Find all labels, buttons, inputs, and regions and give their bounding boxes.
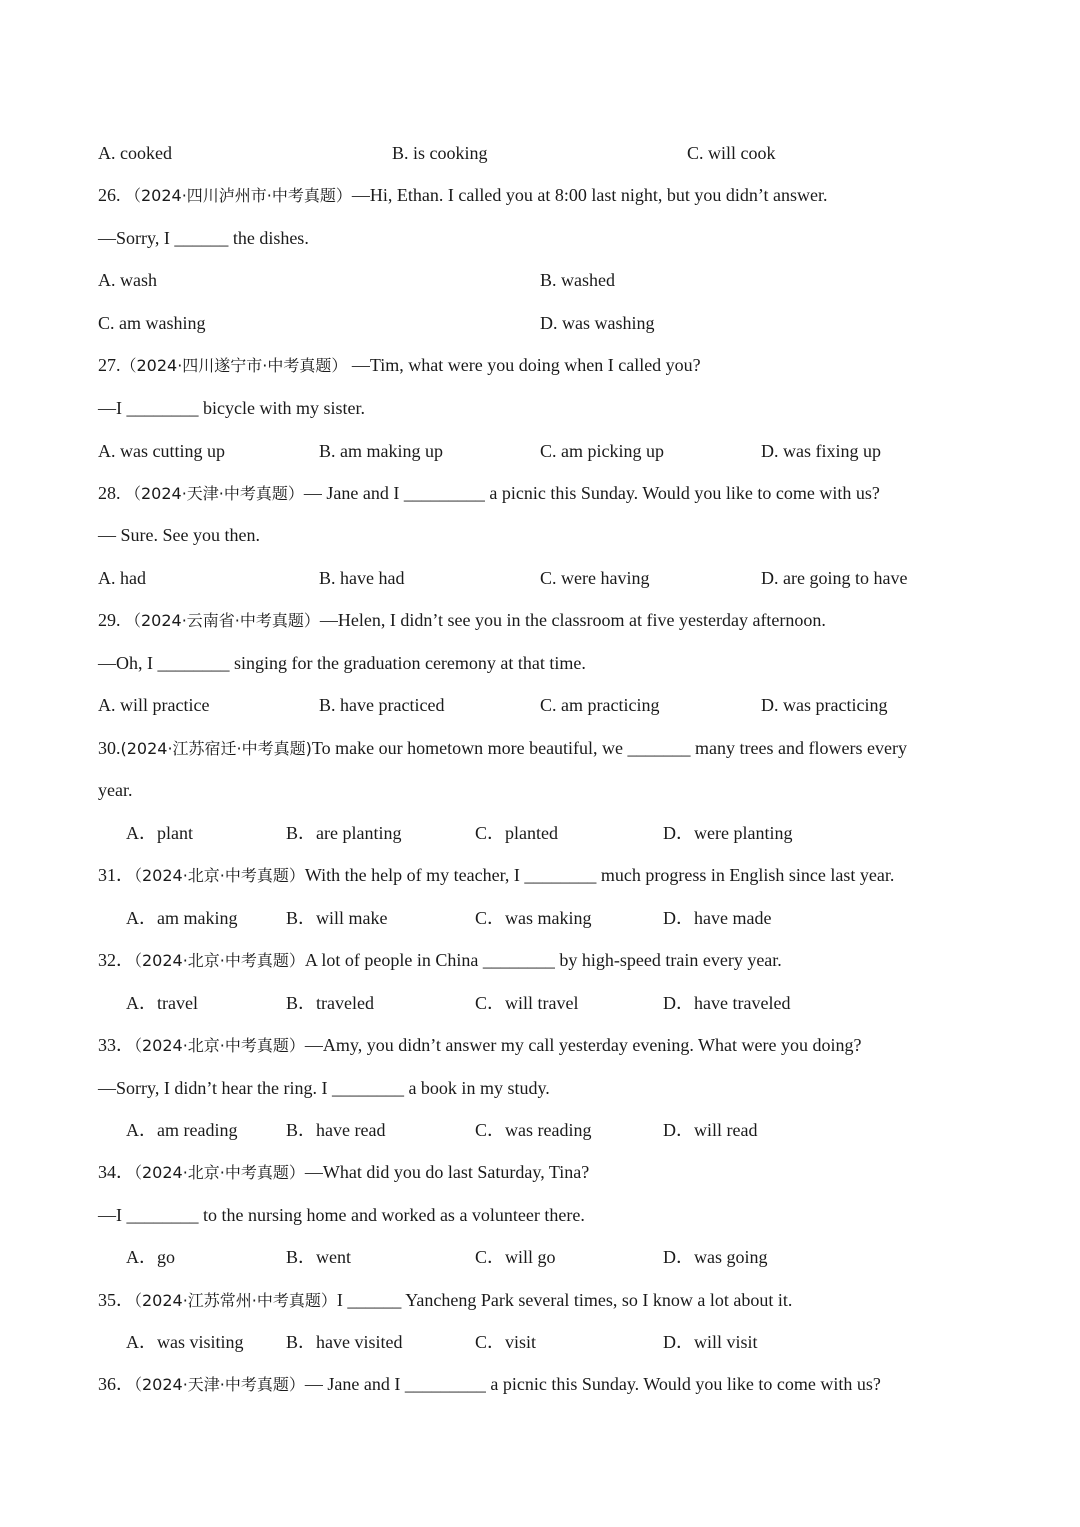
question-29 bbox=[98, 608, 826, 633]
q32-option-d: D．have traveled bbox=[663, 993, 791, 1013]
question-number: 30. bbox=[98, 738, 121, 758]
question-36 bbox=[98, 1372, 881, 1397]
question-number: 31． bbox=[98, 865, 134, 885]
q32-option-c: C．will travel bbox=[475, 993, 579, 1013]
q27-option-b: B. am making up bbox=[319, 441, 443, 461]
q26-option-c: C. am washing bbox=[98, 313, 206, 333]
question-33-line2: —Sorry, I didn’t hear the ring. I ________ a book in my study. bbox=[98, 1078, 550, 1098]
q26-option-d: D. was washing bbox=[540, 313, 655, 333]
q35-option-a: A．was visiting bbox=[126, 1332, 244, 1352]
question-source: （2024·四川泸州市·中考真题） bbox=[125, 186, 352, 205]
q31-option-a: A．am making bbox=[126, 908, 238, 928]
q25-option-a: A. cooked bbox=[98, 143, 172, 163]
question-stem: — Jane and I _________ a picnic this Sunday. Would you like to come with us? bbox=[304, 1374, 881, 1394]
question-27-line2: —I ________ bicycle with my sister. bbox=[98, 398, 365, 418]
q31-option-d: D．have made bbox=[663, 908, 772, 928]
question-28-line2: — Sure. See you then. bbox=[98, 525, 260, 545]
q29-option-a: A. will practice bbox=[98, 695, 210, 715]
q31-option-c: C．was making bbox=[475, 908, 592, 928]
question-number: 26. bbox=[98, 185, 121, 205]
question-source: （2024·北京·中考真题） bbox=[134, 951, 305, 970]
q30-option-d: D．were planting bbox=[663, 823, 793, 843]
question-32 bbox=[98, 948, 782, 973]
question-source: （2024·江苏常州·中考真题） bbox=[134, 1291, 337, 1310]
q35-option-c: C．visit bbox=[475, 1332, 537, 1352]
q33-option-d: D．will read bbox=[663, 1120, 758, 1140]
question-stem: —Helen, I didn’t see you in the classroom at five yesterday afternoon. bbox=[319, 610, 826, 630]
q32-option-a: A．travel bbox=[126, 993, 198, 1013]
question-34-line2: —I ________ to the nursing home and worked as a volunteer there. bbox=[98, 1205, 585, 1225]
q34-option-a: A．go bbox=[126, 1247, 175, 1267]
question-34 bbox=[98, 1160, 589, 1185]
question-stem: —Amy, you didn’t answer my call yesterday evening. What were you doing? bbox=[304, 1035, 862, 1055]
question-number: 28. bbox=[98, 483, 121, 503]
q34-option-d: D．was going bbox=[663, 1247, 768, 1267]
question-source: （2024·四川遂宁市·中考真题） bbox=[120, 356, 348, 375]
q34-option-c: C．will go bbox=[475, 1247, 556, 1267]
question-stem: —Hi, Ethan. I called you at 8:00 last night, but you didn’t answer. bbox=[351, 185, 828, 205]
question-stem: To make our hometown more beautiful, we _______ many trees and flowers every bbox=[311, 738, 907, 758]
q28-option-b: B. have had bbox=[319, 568, 405, 588]
question-source: （2024·北京·中考真题） bbox=[134, 866, 305, 885]
question-source: （2024·北京·中考真题） bbox=[134, 1163, 305, 1182]
q33-option-b: B．have read bbox=[286, 1120, 386, 1140]
question-number: 29. bbox=[98, 610, 121, 630]
question-number: 34． bbox=[98, 1162, 134, 1182]
q33-option-a: A．am reading bbox=[126, 1120, 238, 1140]
question-source: （2024·北京·中考真题） bbox=[134, 1036, 305, 1055]
question-number: 27. bbox=[98, 355, 121, 375]
q33-option-c: C．was reading bbox=[475, 1120, 592, 1140]
q35-option-b: B．have visited bbox=[286, 1332, 403, 1352]
q28-option-a: A. had bbox=[98, 568, 146, 588]
q27-option-a: A. was cutting up bbox=[98, 441, 225, 461]
q26-option-b: B. washed bbox=[540, 270, 615, 290]
q30-option-a: A．plant bbox=[126, 823, 193, 843]
question-stem: With the help of my teacher, I ________ much progress in English since last year. bbox=[304, 865, 895, 885]
question-stem: A lot of people in China ________ by high-speed train every year. bbox=[304, 950, 782, 970]
question-33 bbox=[98, 1033, 861, 1058]
question-number: 32． bbox=[98, 950, 134, 970]
q27-option-d: D. was fixing up bbox=[761, 441, 881, 461]
q29-option-d: D. was practicing bbox=[761, 695, 888, 715]
question-31 bbox=[98, 863, 894, 888]
question-stem: —What did you do last Saturday, Tina? bbox=[304, 1162, 590, 1182]
question-source: （2024·天津·中考真题） bbox=[125, 484, 304, 503]
question-30-line2: year. bbox=[98, 780, 133, 800]
question-source: (2024·江苏宿迁·中考真题) bbox=[120, 739, 312, 758]
question-stem: I ______ Yancheng Park several times, so I know a lot about it. bbox=[336, 1290, 793, 1310]
q25-option-b: B. is cooking bbox=[392, 143, 488, 163]
question-26 bbox=[98, 183, 828, 208]
q26-option-a: A. wash bbox=[98, 270, 157, 290]
question-28 bbox=[98, 481, 880, 506]
question-number: 35． bbox=[98, 1290, 134, 1310]
q28-option-d: D. are going to have bbox=[761, 568, 908, 588]
question-source: （2024·天津·中考真题） bbox=[134, 1375, 305, 1394]
q35-option-d: D．will visit bbox=[663, 1332, 758, 1352]
q29-option-b: B. have practiced bbox=[319, 695, 445, 715]
q27-option-c: C. am picking up bbox=[540, 441, 664, 461]
q29-option-c: C. am practicing bbox=[540, 695, 660, 715]
q34-option-b: B．went bbox=[286, 1247, 351, 1267]
question-26-line2: —Sorry, I ______ the dishes. bbox=[98, 228, 309, 248]
question-number: 33． bbox=[98, 1035, 134, 1055]
q25-option-c: C. will cook bbox=[687, 143, 776, 163]
q31-option-b: B．will make bbox=[286, 908, 388, 928]
q30-option-c: C．planted bbox=[475, 823, 558, 843]
question-source: （2024·云南省·中考真题） bbox=[125, 611, 320, 630]
question-35 bbox=[98, 1288, 792, 1313]
q32-option-b: B．traveled bbox=[286, 993, 374, 1013]
question-29-line2: —Oh, I ________ singing for the graduation ceremony at that time. bbox=[98, 653, 586, 673]
question-stem: —Tim, what were you doing when I called you? bbox=[351, 355, 701, 375]
q30-option-b: B．are planting bbox=[286, 823, 402, 843]
q28-option-c: C. were having bbox=[540, 568, 650, 588]
question-30 bbox=[98, 736, 907, 761]
question-stem: — Jane and I _________ a picnic this Sunday. Would you like to come with us? bbox=[303, 483, 880, 503]
question-number: 36． bbox=[98, 1374, 134, 1394]
question-27 bbox=[98, 353, 701, 378]
